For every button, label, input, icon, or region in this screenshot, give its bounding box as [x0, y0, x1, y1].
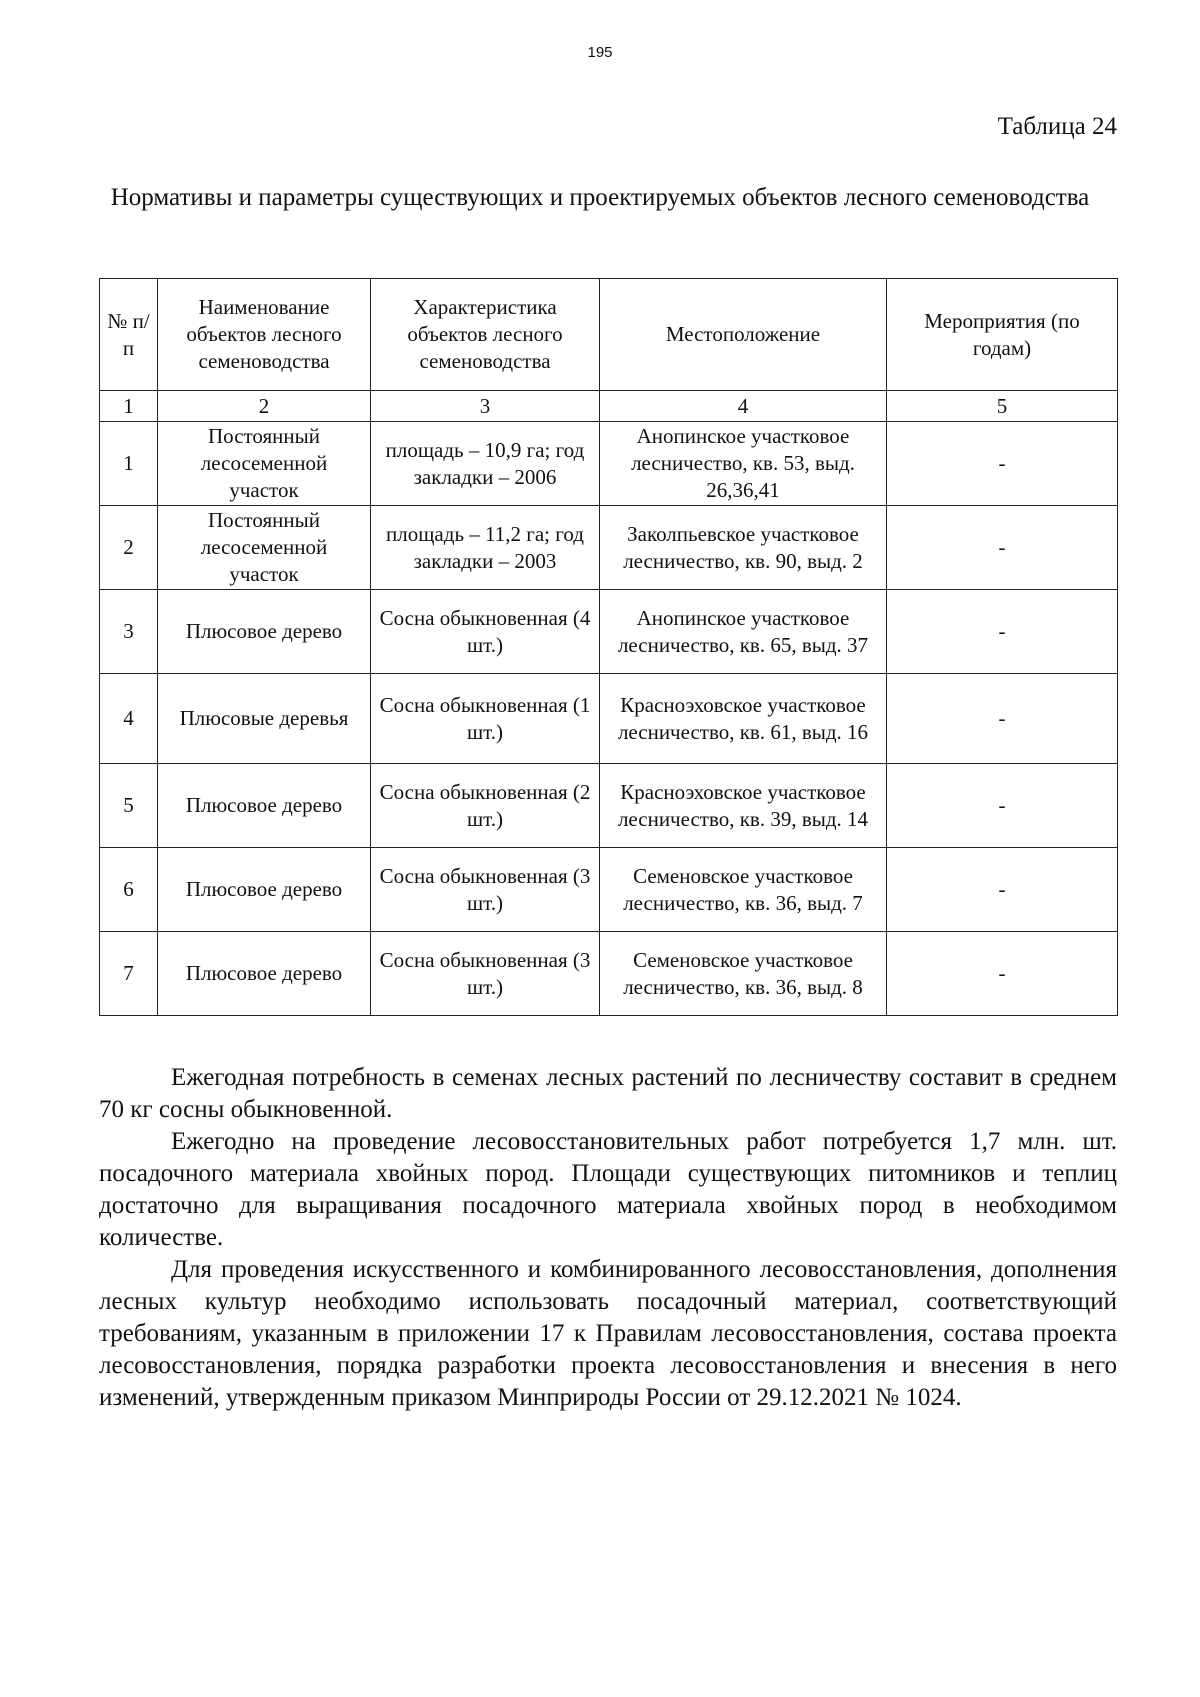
- object-characteristic: Сосна обыкновенная (4 шт.): [371, 590, 600, 674]
- table-row: [100, 764, 1118, 848]
- table-row: [100, 506, 1118, 590]
- table-row: [100, 674, 1118, 764]
- paragraph: Для проведения искусственного и комбинированного лесовосстановления, дополнения лесных культур необходимо использовать посадочный материал, соответствующий требованиям, указанным в приложении 17 к Правилам лесовосстановления, состава проекта лесовосстановления, порядка разработки проекта лесовосстановления и внесения в него изменений, утвержденным приказом Минприроды России от 29.12.2021 № 1024.: [99, 1256, 1117, 1411]
- object-measures: -: [887, 422, 1118, 506]
- table-title: Нормативы и параметры существующих и проектируемых объектов лесного семеноводства: [110, 184, 1090, 211]
- object-name: Постоянный лесосеменной участок: [158, 422, 371, 506]
- object-location: Анопинское участковое лесничество, кв. 53, выд. 26,36,41: [600, 422, 887, 506]
- seed-objects-table: [99, 278, 1118, 1016]
- object-characteristic: площадь – 10,9 га; год закладки – 2006: [371, 422, 600, 506]
- header-cell: Характеристика объектов лесного семеноводства: [371, 279, 600, 391]
- row-number: 5: [100, 764, 158, 848]
- body-text: [99, 1062, 1117, 1414]
- header-cell: Мероприятия (по годам): [887, 279, 1118, 391]
- object-location: Анопинское участковое лесничество, кв. 65, выд. 37: [600, 590, 887, 674]
- object-measures: -: [887, 590, 1118, 674]
- object-name: Плюсовые деревья: [158, 674, 371, 764]
- object-measures: -: [887, 932, 1118, 1016]
- object-characteristic: Сосна обыкновенная (2 шт.): [371, 764, 600, 848]
- page-number: 195: [587, 44, 613, 61]
- table-header-row: [100, 279, 1118, 391]
- object-location: Семеновское участковое лесничество, кв. 36, выд. 7: [600, 848, 887, 932]
- header-cell: Наименование объектов лесного семеноводства: [158, 279, 371, 391]
- object-name: Постоянный лесосеменной участок: [158, 506, 371, 590]
- object-characteristic: Сосна обыкновенная (1 шт.): [371, 674, 600, 764]
- column-number: 4: [600, 391, 887, 422]
- table-row: [100, 848, 1118, 932]
- table-row: [100, 590, 1118, 674]
- object-location: Красноэховское участковое лесничество, кв. 39, выд. 14: [600, 764, 887, 848]
- object-name: Плюсовое дерево: [158, 932, 371, 1016]
- object-location: Красноэховское участковое лесничество, кв. 61, выд. 16: [600, 674, 887, 764]
- paragraph: Ежегодная потребность в семенах лесных растений по лесничеству составит в среднем 70 кг сосны обыкновенной.: [99, 1064, 1117, 1123]
- row-number: 6: [100, 848, 158, 932]
- object-name: Плюсовое дерево: [158, 590, 371, 674]
- table-row: [100, 932, 1118, 1016]
- table-label: Таблица 24: [997, 113, 1117, 140]
- row-number: 4: [100, 674, 158, 764]
- header-cell: № п/п: [100, 279, 158, 391]
- header-cell: Местоположение: [600, 279, 887, 391]
- row-number: 3: [100, 590, 158, 674]
- column-number: 3: [371, 391, 600, 422]
- column-number: 5: [887, 391, 1118, 422]
- object-measures: -: [887, 764, 1118, 848]
- object-location: Семеновское участковое лесничество, кв. 36, выд. 8: [600, 932, 887, 1016]
- object-measures: -: [887, 506, 1118, 590]
- paragraph: Ежегодно на проведение лесовосстановительных работ потребуется 1,7 млн. шт. посадочного материала хвойных пород. Площади существующих питомников и теплиц достаточно для выращивания посадочного материала хвойных пород в необходимом количестве.: [99, 1128, 1117, 1251]
- object-name: Плюсовое дерево: [158, 848, 371, 932]
- row-number: 2: [100, 506, 158, 590]
- object-characteristic: Сосна обыкновенная (3 шт.): [371, 848, 600, 932]
- row-number: 7: [100, 932, 158, 1016]
- object-characteristic: площадь – 11,2 га; год закладки – 2003: [371, 506, 600, 590]
- table-row: [100, 422, 1118, 506]
- column-number: 2: [158, 391, 371, 422]
- column-number: 1: [100, 391, 158, 422]
- object-name: Плюсовое дерево: [158, 764, 371, 848]
- row-number: 1: [100, 422, 158, 506]
- object-characteristic: Сосна обыкновенная (3 шт.): [371, 932, 600, 1016]
- column-number-row: [100, 391, 1118, 422]
- object-measures: -: [887, 848, 1118, 932]
- object-location: Заколпьевское участковое лесничество, кв. 90, выд. 2: [600, 506, 887, 590]
- object-measures: -: [887, 674, 1118, 764]
